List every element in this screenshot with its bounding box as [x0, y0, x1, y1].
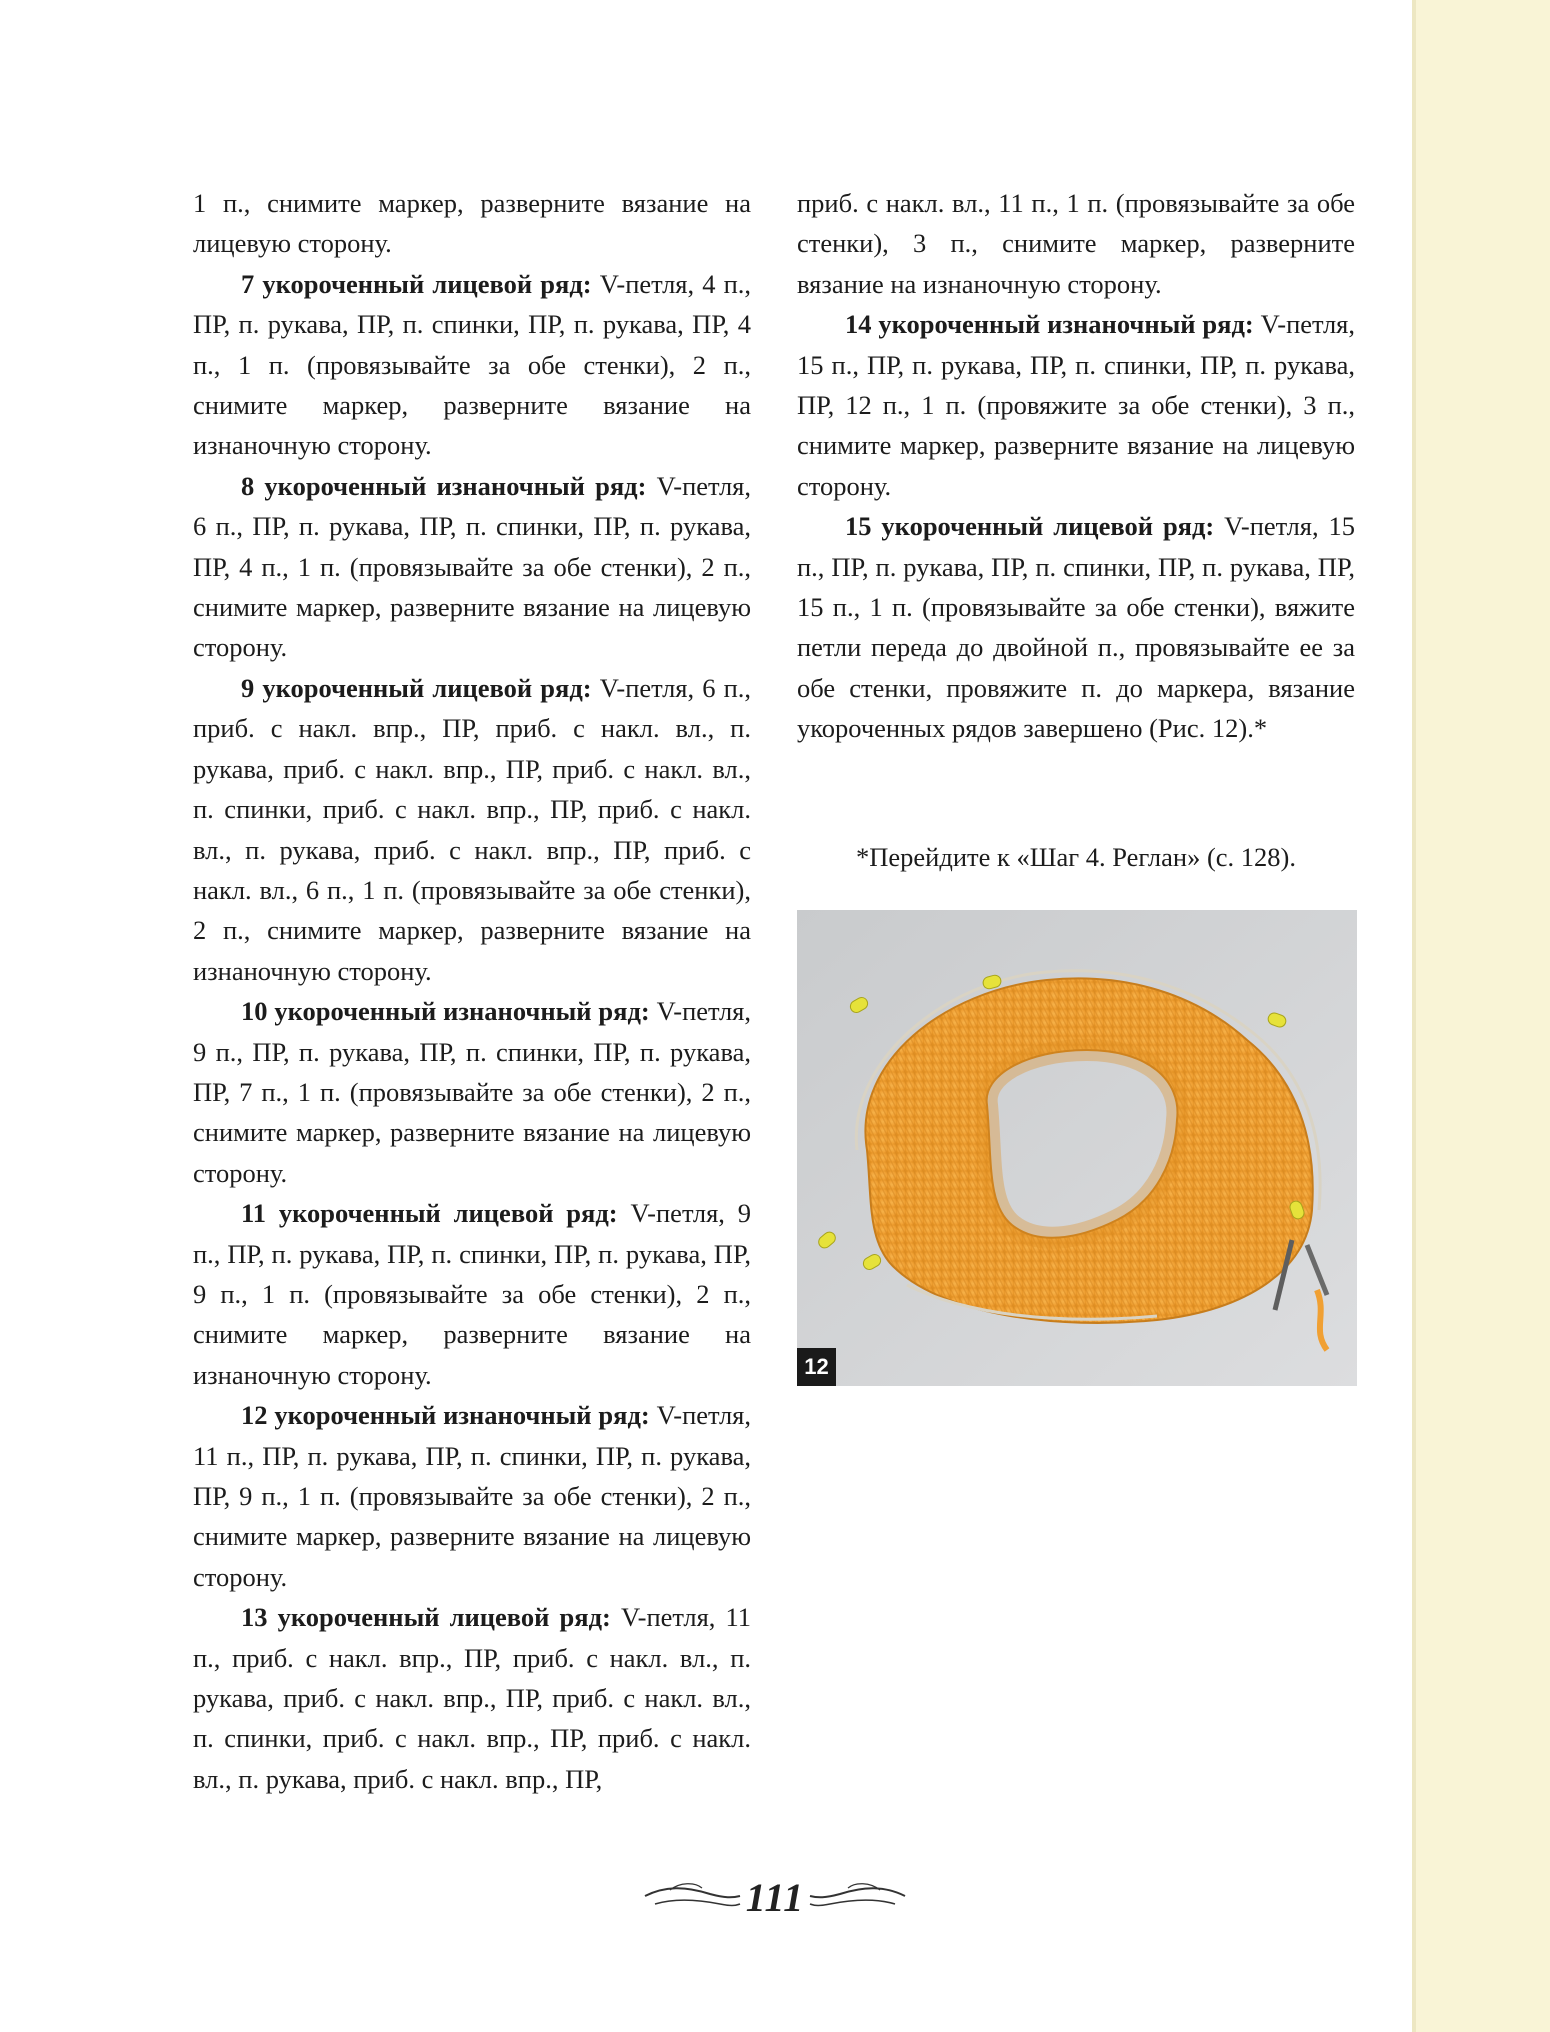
paragraph: 10 укороченный изнаночный ряд: V-петля, 9 п., ПР, п. рукава, ПР, п. спинки, ПР, п. рукава, ПР, 7 п., 1 п. (провязывайте за обе стенки), 2 п., снимите маркер, разверните вязание на лицевую сторону.: [193, 996, 751, 1188]
row-heading: 9 укороченный лицевой ряд:: [241, 672, 592, 703]
paragraph: 1 п., снимите маркер, разверните вязание на лицевую сторону.: [193, 188, 751, 259]
row-heading: 14 укороченный изнаночный ряд:: [845, 309, 1254, 340]
figure-photo-knitted-yoke: [797, 910, 1357, 1386]
page-edge-band: [1412, 0, 1550, 2032]
paragraph: 11 укороченный лицевой ряд: V-петля, 9 п., ПР, п. рукава, ПР, п. спинки, ПР, п. рукава, ПР, 9 п., 1 п. (провязывайте за обе стенки), 2 п., снимите маркер, разверните вязание на изнаночную сторону.: [193, 1198, 751, 1390]
page-number: 111: [745, 1875, 805, 1920]
paragraph: 7 укороченный лицевой ряд: V-петля, 4 п., ПР, п. рукава, ПР, п. спинки, ПР, п. рукава, ПР, 4 п., 1 п. (провязывайте за обе стенки), 2 п., снимите маркер, разверните вязание на изнаночную сторону.: [193, 268, 751, 461]
row-heading: 13 укороченный лицевой ряд:: [241, 1602, 611, 1633]
right-text-column: [797, 183, 1355, 749]
row-heading: 7 укороченный лицевой ряд:: [241, 268, 592, 299]
row-heading: 10 укороченный изнаночный ряд:: [241, 996, 650, 1027]
page-number-ornament: [640, 1868, 910, 1928]
footnote: *Перейдите к «Шаг 4. Реглан» (с. 128).: [856, 842, 1296, 872]
paragraph: 13 укороченный лицевой ряд: V-петля, 11 п., приб. с накл. впр., ПР, приб. с накл. вл., п. рукава, приб. с накл. впр., ПР, приб. с накл. вл., п. спинки, приб. с накл. впр., ПР, приб. с накл. вл., п. рукава, приб. с накл. впр., ПР,: [193, 1602, 752, 1794]
paragraph: приб. с накл. вл., 11 п., 1 п. (провязывайте за обе стенки), 3 п., снимите маркер, разверните вязание на изнаночную сторону.: [797, 188, 1355, 299]
knitted-yoke-illustration: [797, 910, 1357, 1386]
row-heading: 8 укороченный изнаночный ряд:: [241, 470, 647, 501]
paragraph: 12 укороченный изнаночный ряд: V-петля, 11 п., ПР, п. рукава, ПР, п. спинки, ПР, п. рукава, ПР, 9 п., 1 п. (провязывайте за обе стенки), 2 п., снимите маркер, разверните вязание на лицевую сторону.: [193, 1400, 751, 1592]
row-heading: 15 укороченный лицевой ряд:: [845, 511, 1215, 542]
paragraph: 14 укороченный изнаночный ряд: V-петля, 15 п., ПР, п. рукава, ПР, п. спинки, ПР, п. рукава, ПР, 12 п., 1 п. (провяжите за обе стенки), 3 п., снимите маркер, разверните вязание на лицевую сторону.: [797, 309, 1355, 501]
paragraph: 15 укороченный лицевой ряд: V-петля, 15 п., ПР, п. рукава, ПР, п. спинки, ПР, п. рукава, ПР, 15 п., 1 п. (провязывайте за обе стенки), вяжите петли переда до двойной п., провязывайте ее за обе стенки, провяжите п. до маркера, вязание укороченных рядов завершено (Рис. 12).*: [797, 511, 1356, 744]
left-text-column: [193, 183, 751, 1799]
paragraph: 9 укороченный лицевой ряд: V-петля, 6 п., приб. с накл. впр., ПР, приб. с накл. вл., п. рукава, приб. с накл. впр., ПР, приб. с накл. вл., п. спинки, приб. с накл. впр., ПР, приб. с накл. вл., п. рукава, приб. с накл. впр., ПР, приб. с накл. вл., 6 п., 1 п. (провязывайте за обе стенки), 2 п., снимите маркер, разверните вязание на изнаночную сторону.: [193, 672, 751, 986]
row-heading: 12 укороченный изнаночный ряд:: [241, 1400, 650, 1431]
figure-number-badge: 12: [797, 1348, 836, 1386]
paragraph: 8 укороченный изнаночный ряд: V-петля, 6 п., ПР, п. рукава, ПР, п. спинки, ПР, п. рукава, ПР, 4 п., 1 п. (провязывайте за обе стенки), 2 п., снимите маркер, разверните вязание на лицевую сторону.: [193, 470, 751, 663]
row-heading: 11 укороченный лицевой ряд:: [241, 1198, 618, 1229]
